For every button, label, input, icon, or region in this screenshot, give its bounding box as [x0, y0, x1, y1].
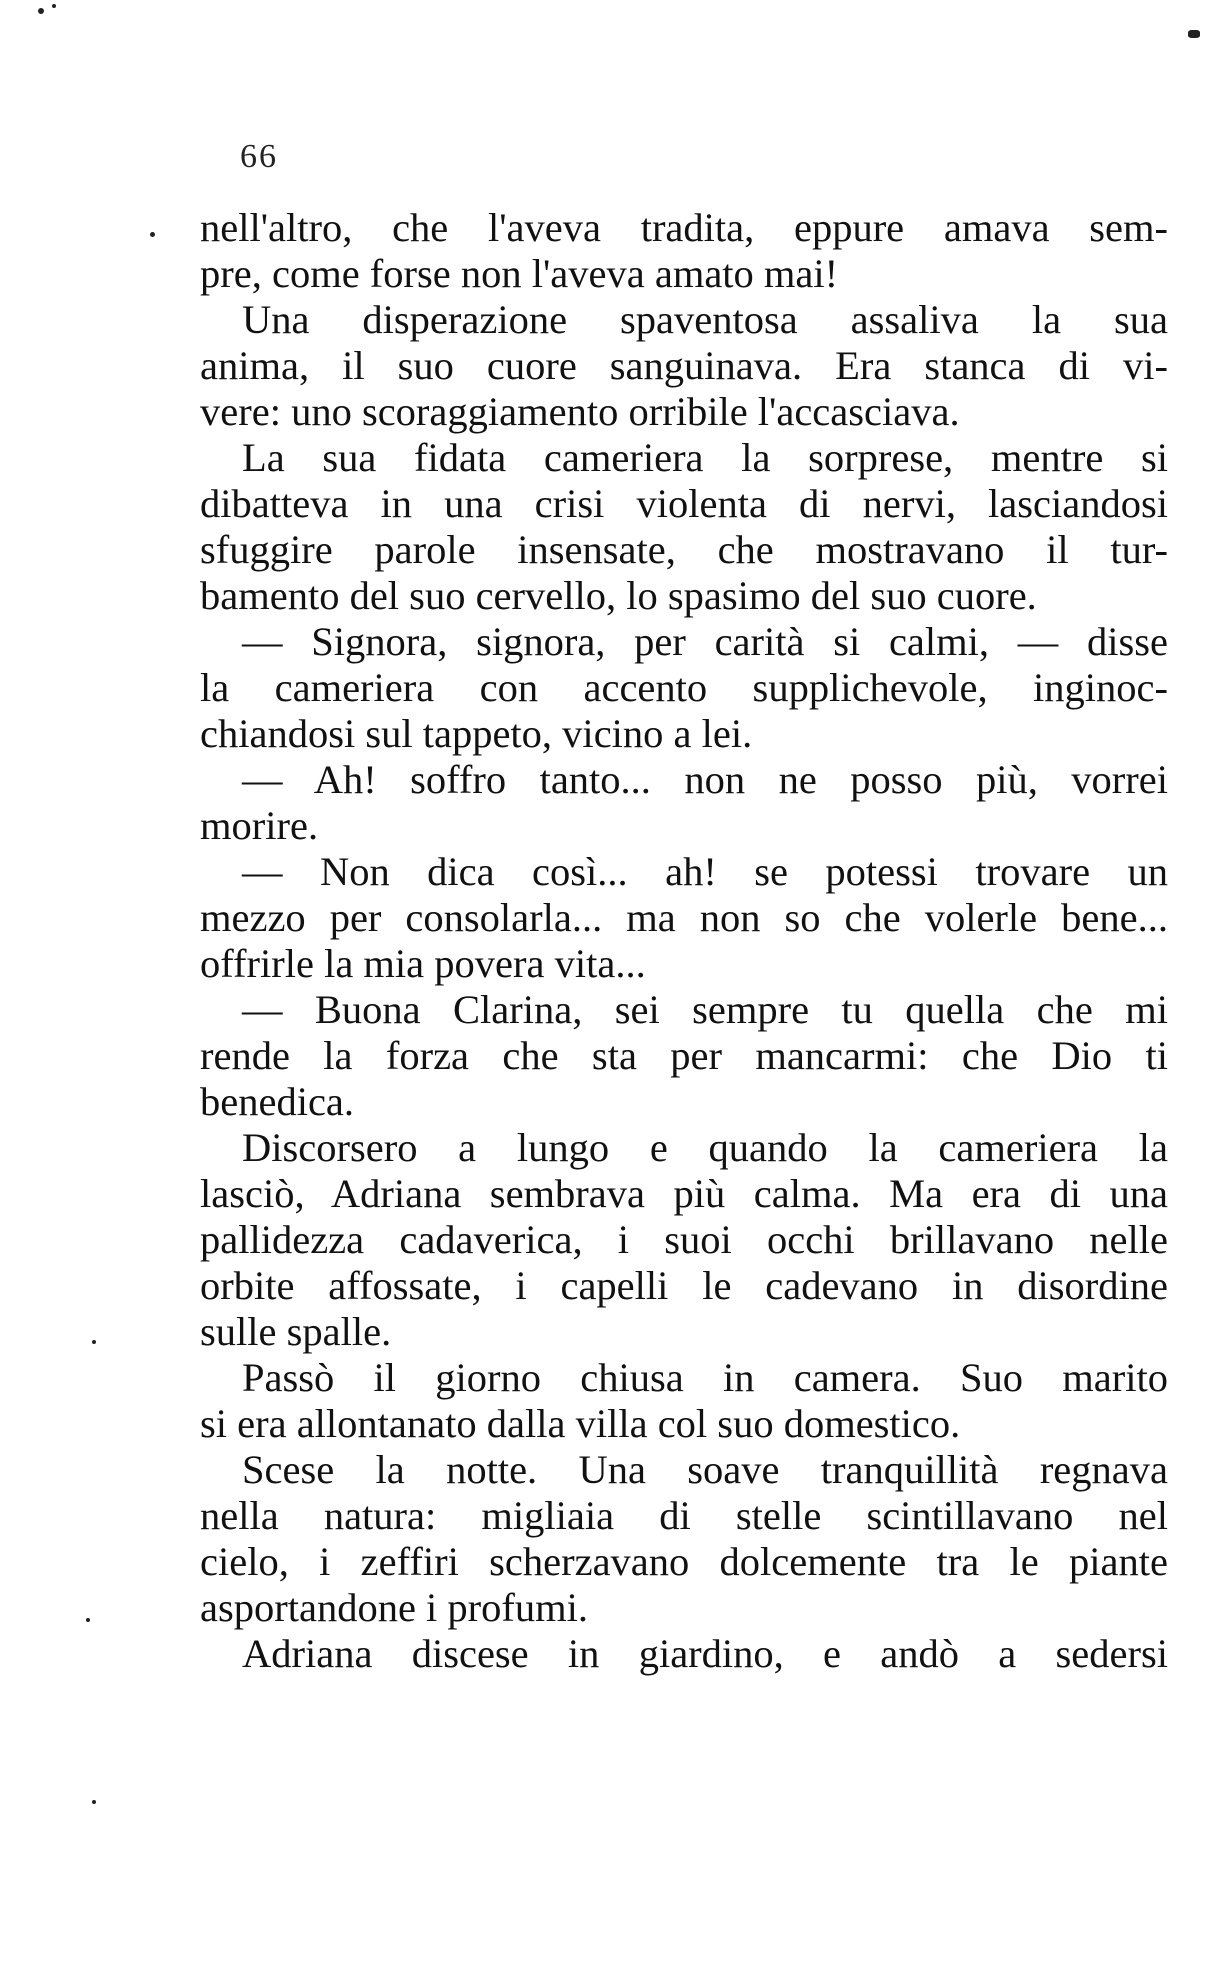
text-line: bamento del suo cervello, lo spasimo del suo cuore.: [200, 573, 1037, 618]
text-line: la cameriera con accento supplichevole, inginoc-: [200, 665, 1168, 710]
text-line: — Non dica così... ah! se potessi trovare un: [242, 849, 1168, 894]
text-line: Adriana discese in giardino, e andò a sedersi: [242, 1631, 1168, 1676]
text-line: Una disperazione spaventosa assaliva la sua: [242, 297, 1168, 342]
text-line: sfuggire parole insensate, che mostravano il tur-: [200, 527, 1168, 572]
text-line: chiandosi sul tappeto, vicino a lei.: [200, 711, 753, 756]
text-line: — Buona Clarina, sei sempre tu quella che mi: [242, 987, 1168, 1032]
scan-speck: [150, 232, 155, 237]
text-line: Scese la notte. Una soave tranquillità regnava: [242, 1447, 1168, 1492]
text-line: orbite affossate, i capelli le cadevano in disordine: [200, 1263, 1168, 1308]
scan-speck: [52, 4, 56, 8]
text-line: anima, il suo cuore sanguinava. Era stanca di vi-: [200, 343, 1168, 388]
text-line: — Ah! soffro tanto... non ne posso più, vorrei: [242, 757, 1168, 802]
text-line: pallidezza cadaverica, i suoi occhi brillavano nelle: [200, 1217, 1168, 1262]
text-line: nell'altro, che l'aveva tradita, eppure amava sem-: [200, 205, 1168, 250]
text-line: pre, come forse non l'aveva amato mai!: [200, 251, 839, 296]
text-line: lasciò, Adriana sembrava più calma. Ma era di una: [200, 1171, 1168, 1216]
text-line: rende la forza che sta per mancarmi: che Dio ti: [200, 1033, 1168, 1078]
text-line: Passò il giorno chiusa in camera. Suo marito: [242, 1355, 1168, 1400]
text-line: cielo, i zeffiri scherzavano dolcemente tra le piante: [200, 1539, 1168, 1584]
text-line: sulle spalle.: [200, 1309, 392, 1354]
text-line: dibatteva in una crisi violenta di nervi, lasciandosi: [200, 481, 1168, 526]
page-number: 66: [240, 138, 278, 175]
scan-speck: [92, 1340, 96, 1344]
text-line: La sua fidata cameriera la sorprese, mentre si: [242, 435, 1168, 480]
text-line: morire.: [200, 803, 319, 848]
text-line: mezzo per consolarla... ma non so che volerle bene...: [200, 895, 1168, 940]
text-line: offrirle la mia povera vita...: [200, 941, 646, 986]
text-line: — Signora, signora, per carità si calmi, — disse: [242, 619, 1168, 664]
scan-speck: [38, 8, 44, 14]
scan-speck: [86, 1618, 90, 1622]
text-line: asportandone i profumi.: [200, 1585, 589, 1630]
text-line: benedica.: [200, 1079, 355, 1124]
text-line: nella natura: migliaia di stelle scintillavano nel: [200, 1493, 1168, 1538]
body-text: [200, 205, 1168, 1677]
text-line: vere: uno scoraggiamento orribile l'accasciava.: [200, 389, 960, 434]
text-line: si era allontanato dalla villa col suo domestico.: [200, 1401, 961, 1446]
scan-speck: [1188, 30, 1200, 38]
scan-speck: [92, 1800, 96, 1804]
text-line: Discorsero a lungo e quando la cameriera la: [242, 1125, 1168, 1170]
